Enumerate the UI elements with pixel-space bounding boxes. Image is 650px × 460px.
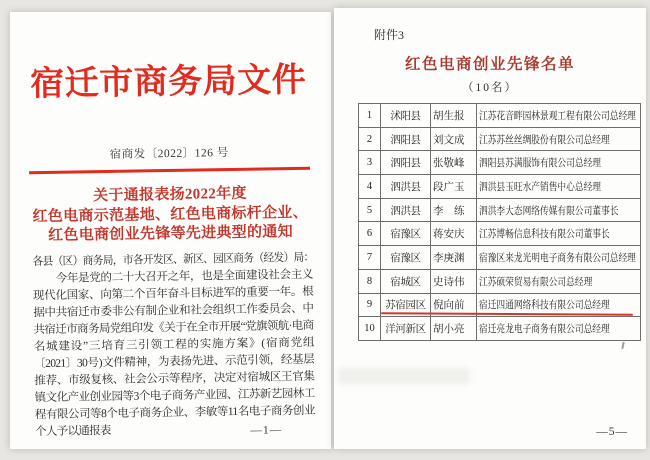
list-count: （10名）	[462, 82, 518, 94]
notice-title-line-1: 关于通报表扬2022年度	[93, 185, 247, 205]
pioneer-table	[358, 103, 641, 341]
cell-title-cell: 泗阳县苏满服饰有限公司总经理	[477, 151, 641, 175]
notice-body	[32, 250, 315, 441]
cell-title-cell: 泗洪县玉旺水产销售中心总经理	[477, 175, 641, 199]
cell-name: 蒋安庆	[431, 222, 477, 246]
cell-title-cell: 江苏硕荣贸易有限公司总经理	[477, 269, 641, 293]
red-separator-rule	[29, 167, 310, 174]
cell-no: 3	[359, 151, 381, 175]
document-header: 宿迁市商务局文件	[29, 61, 307, 104]
pioneer-table-body	[359, 104, 641, 341]
document-number: 宿商发〔2022〕126 号	[109, 147, 229, 161]
table-row	[359, 269, 641, 293]
table-row	[359, 246, 641, 270]
table-row	[359, 222, 641, 246]
cell-name: 倪向前	[431, 293, 477, 317]
attachment-label: 附件3	[374, 28, 405, 42]
cell-district: 宿城区	[381, 269, 431, 293]
cell-name: 胡生报	[431, 104, 477, 128]
cell-no: 5	[359, 198, 381, 222]
cell-district: 沭阳县	[381, 104, 431, 128]
cell-name: 李庚渊	[431, 246, 477, 270]
cell-name: 李 练	[431, 198, 477, 222]
cell-title-cell: 泗洪李大态网络传媒有限公司董事长	[477, 198, 641, 222]
cell-district: 宿豫区	[381, 246, 431, 270]
cell-name: 胡小亮	[431, 317, 477, 341]
cell-district: 宿豫区	[381, 222, 431, 246]
table-row	[359, 104, 641, 128]
cell-no: 6	[359, 222, 381, 246]
cell-no: 9	[359, 293, 381, 317]
cell-district: 洋河新区	[381, 317, 431, 341]
body-paragraph: 今年是党的二十大召开之年，也是全面建设社会主义现代化国家、向第二个百年奋斗目标进军的重要一年。根据中共宿迁市委非公有制企业和社会组织工作委员会、中共宿迁市商务局党组印发《关于在全市开展“党旗领航·电商名城建设”三培育三引领工程的实施方案》(宿商党组〔2021〕30号)文件精神，为表扬先进、示范引领，经基层推荐、市级复核、社会公示等程序，决定对宿城区王官集镇文化产业创业园等3个电子商务产业园、江苏新艺园林工程有限公司等8个电子商务企业、李敏等11名电子商务创业个人予以通报表	[32, 268, 315, 439]
cell-no: 2	[359, 127, 381, 151]
cell-no: 4	[359, 175, 381, 199]
salutation-line: 各县（区）商务局，市各开发区、新区、园区商务（经发）局：	[32, 251, 314, 269]
cell-no: 8	[359, 269, 381, 293]
notice-title-line-2: 红色电商示范基地、红色电商标杆企业、	[32, 204, 309, 225]
cell-district: 泗洪县	[381, 198, 431, 222]
table-row	[359, 317, 641, 341]
table-row	[359, 198, 641, 222]
notice-title	[9, 183, 331, 247]
cell-title-cell: 江苏博畅信息科技有限公司董事长	[477, 222, 641, 246]
table-row	[359, 175, 641, 199]
cell-title-cell: 江苏苏丝丝绸股份有限公司总经理	[477, 127, 641, 151]
table-row	[359, 151, 641, 175]
list-title: 红色电商创业先锋名单	[404, 56, 575, 73]
cell-title-cell: 江苏花音畔园林景观工程有限公司总经理	[477, 104, 641, 128]
cell-title-cell: 宿豫区来龙光明电子商务有限公司总经理	[477, 246, 641, 270]
cell-no: 10	[359, 317, 381, 341]
cell-district: 苏宿园区	[381, 293, 431, 317]
cell-title-cell: 宿迁亮龙电子商务有限公司总经理	[477, 317, 641, 341]
cell-title-cell: 宿迁四通网络科技有限公司总经理	[477, 293, 641, 317]
notice-title-line-3: 红色电商创业先锋等先进典型的通知	[48, 224, 294, 244]
cell-name: 张敬峰	[431, 151, 477, 175]
left-page	[10, 12, 331, 449]
cell-district: 泗洪县	[381, 175, 431, 199]
right-page	[334, 8, 646, 449]
right-page-number: —5—	[596, 426, 628, 438]
pen-mark	[621, 342, 624, 349]
cell-name: 刘文成	[431, 127, 477, 151]
cell-no: 1	[359, 104, 381, 128]
left-page-number: —1—	[250, 424, 283, 437]
scan-smudge	[338, 368, 470, 384]
cell-name: 史诗伟	[431, 269, 477, 293]
cell-district: 泗阳县	[381, 151, 431, 175]
cell-district: 泗阳县	[381, 127, 431, 151]
cell-name: 段广玉	[431, 175, 477, 199]
left-page-content	[7, 10, 335, 452]
table-row	[359, 127, 641, 151]
cell-no: 7	[359, 246, 381, 270]
